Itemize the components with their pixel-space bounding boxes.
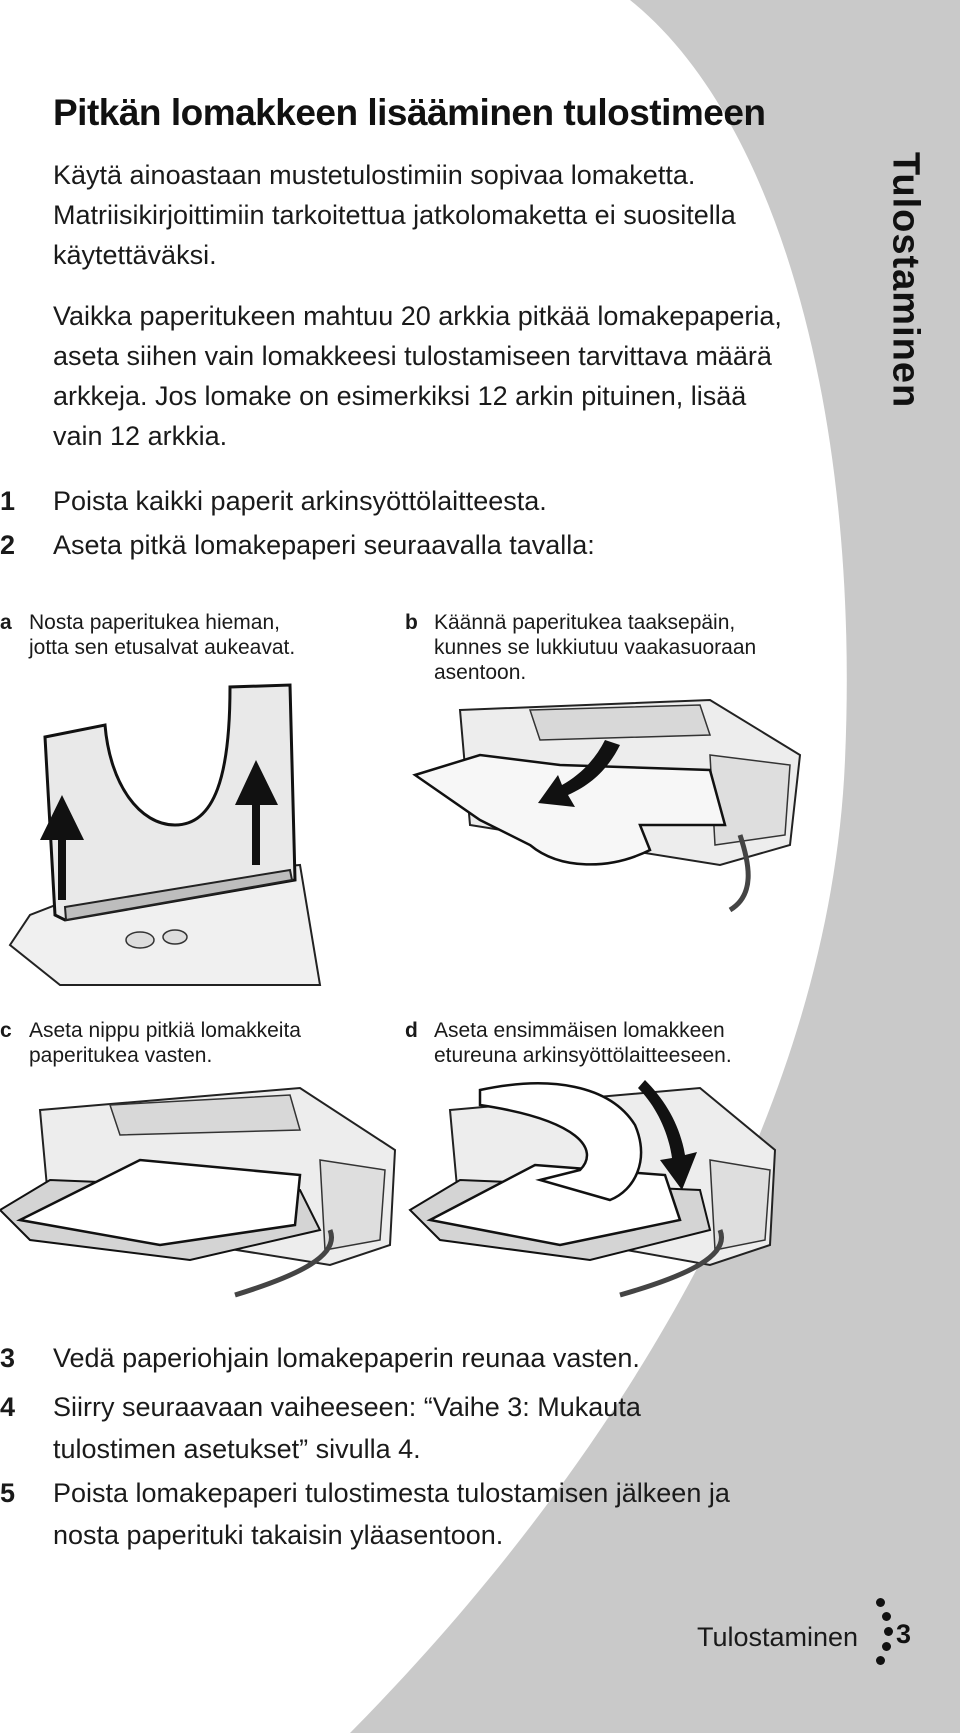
step-1 <box>0 480 900 522</box>
figure-a-paper-support <box>0 675 320 985</box>
step-text: Aseta pitkä lomakepaperi seuraavalla tavalla: <box>53 530 595 560</box>
substep-line: Käännä paperitukea taaksepäin, <box>434 611 736 634</box>
substep-line: asentoon. <box>434 661 527 684</box>
substep-line: jotta sen etusalvat aukeavat. <box>29 636 296 659</box>
step-4 <box>0 1386 900 1470</box>
step-text: Poista kaikki paperit arkinsyöttölaitteesta. <box>53 486 547 516</box>
substep-line: Nosta paperitukea hieman, <box>29 611 280 634</box>
substep-d <box>405 1018 785 1078</box>
step-number: 1 <box>0 486 16 516</box>
intro-paragraph-1 <box>53 155 813 275</box>
figure-c-paper-stack <box>0 1080 400 1295</box>
substep-a <box>0 610 380 670</box>
substep-letter: c <box>0 1019 12 1042</box>
intro-line: Matriisikirjoittimiin tarkoitettua jatkolomaketta ei suositella <box>53 200 736 230</box>
step-line: Vedä paperiohjain lomakepaperin reunaa vasten. <box>53 1343 640 1373</box>
step-line: Poista lomakepaperi tulostimesta tulostamisen jälkeen ja <box>53 1478 730 1508</box>
step-number: 2 <box>0 530 16 560</box>
substep-c <box>0 1018 380 1078</box>
substep-line: Aseta nippu pitkiä lomakkeita <box>29 1019 301 1042</box>
intro-line: käytettäväksi. <box>53 240 217 270</box>
step-number: 4 <box>0 1392 16 1422</box>
step-3 <box>0 1337 900 1379</box>
intro-paragraph-2 <box>53 296 813 456</box>
page-number: 3 <box>896 1619 912 1649</box>
substep-b <box>405 610 785 690</box>
substep-letter: a <box>0 611 12 634</box>
side-tab-label: Tulostaminen <box>884 152 927 409</box>
footer-section-label: Tulostaminen <box>697 1622 859 1652</box>
step-line: Siirry seuraavaan vaiheeseen: “Vaihe 3: Mukauta <box>53 1392 641 1422</box>
substep-line: Aseta ensimmäisen lomakkeen <box>434 1019 725 1042</box>
step-number: 3 <box>0 1343 16 1373</box>
step-5 <box>0 1472 900 1556</box>
step-number: 5 <box>0 1478 16 1508</box>
substep-line: etureuna arkinsyöttölaitteeseen. <box>434 1044 732 1067</box>
intro-line: Vaikka paperitukeen mahtuu 20 arkkia pitkää lomakepaperia, <box>53 301 782 331</box>
intro-line: Käytä ainoastaan mustetulostimiin sopivaa lomaketta. <box>53 160 696 190</box>
page-title: Pitkän lomakkeen lisääminen tulostimeen <box>53 92 766 133</box>
figure-d-form-inserted <box>410 1080 780 1295</box>
step-line: nosta paperituki takaisin yläasentoon. <box>53 1520 504 1550</box>
intro-line: vain 12 arkkia. <box>53 421 228 451</box>
step-2 <box>0 524 900 566</box>
figure-b-support-folded <box>410 695 800 915</box>
intro-line: arkkeja. Jos lomake on esimerkiksi 12 arkin pituinen, lisää <box>53 381 747 411</box>
intro-line: aseta siihen vain lomakkeesi tulostamiseen tarvittava määrä <box>53 341 772 371</box>
substep-letter: b <box>405 611 418 634</box>
substep-letter: d <box>405 1019 418 1042</box>
substep-line: paperitukea vasten. <box>29 1044 213 1067</box>
footer-dots <box>876 1598 888 1678</box>
step-line: tulostimen asetukset” sivulla 4. <box>53 1434 421 1464</box>
substep-line: kunnes se lukkiutuu vaakasuoraan <box>434 636 757 659</box>
